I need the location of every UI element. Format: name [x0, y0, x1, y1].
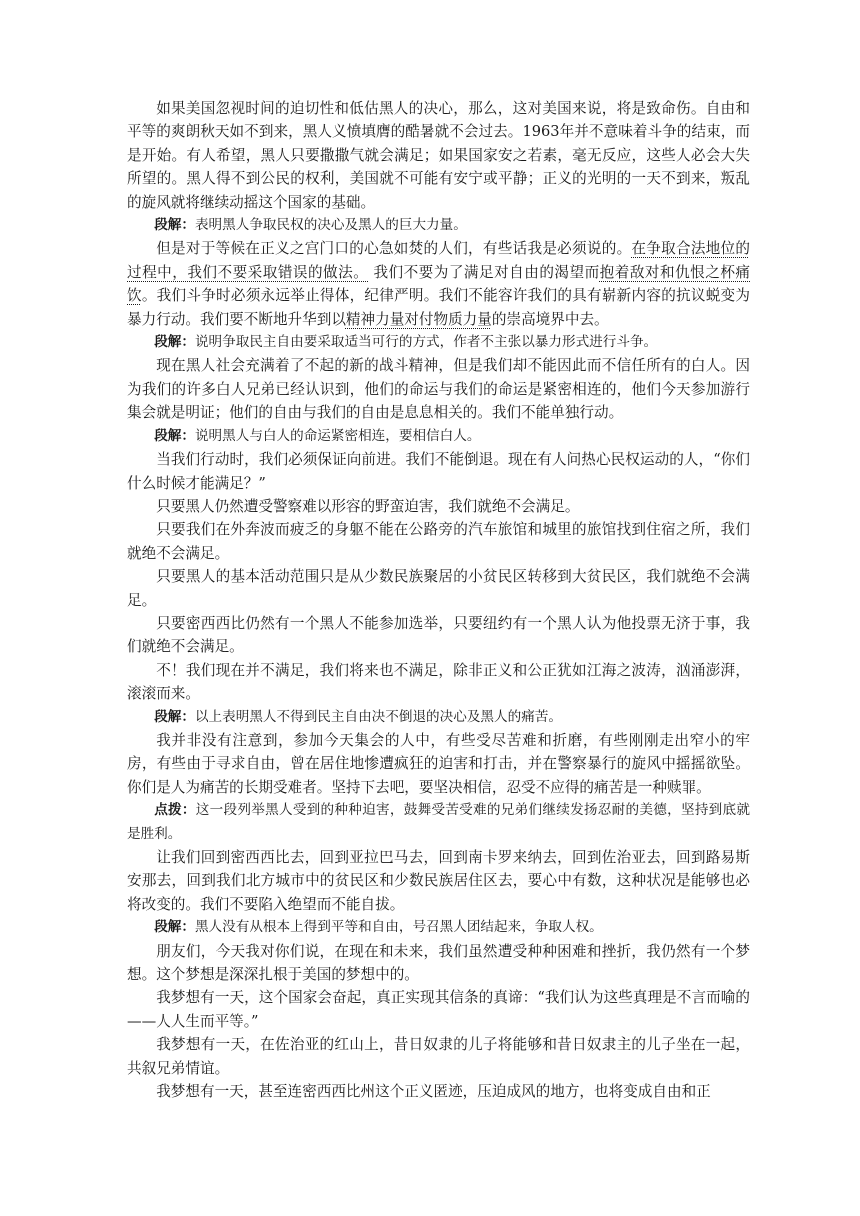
annotation-text: 说明争取民主自由要采取适当可行的方式，作者不主张以暴力形式进行斗争。: [194, 334, 658, 351]
annotation-text: 黑人没有从根本上得到平等和自由，号召黑人团结起来，争取人权。: [194, 919, 603, 936]
paragraph-8: 只要密西西比仍然有一个黑人不能参加选举，只要纽约有一个黑人认为他投票无济于事，我们就绝不会满足。: [127, 614, 750, 656]
annotation-2: [127, 331, 750, 354]
paragraph-10: 我并非没有注意到，参加今天集会的人中，有些受尽苦难和折磨，有些刚刚走出窄小的牢房，有些由于寻求自由，曾在居住地惨遭疯狂的迫害和打击，并在警察暴行的旋风中摇摇欲坠。你们是人为痛苦的长期受难者。坚持下去吧，要坚决相信，忍受不应得的痛苦是一种赎罪。: [127, 731, 750, 796]
annotation-text: 说明黑人与白人的命运紧密相连，要相信白人。: [194, 427, 481, 444]
annotation-label: 段解：: [154, 427, 195, 444]
annotation-label: 段解：: [154, 919, 195, 936]
paragraph-2-part: 我们不要为了满足对自由的渴望而: [368, 263, 600, 281]
annotation-5: [127, 799, 750, 846]
paragraph-11: 让我们回到密西西比去，回到亚拉巴马去，回到南卡罗来纳去，回到佐治亚去，回到路易斯安那去，回到我们北方城市中的贫民区和少数民族居住区去，要心中有数，这种状况是能够也必将改变的。我们不要陷入绝望而不能自拔。: [127, 849, 750, 913]
annotation-1: [127, 214, 750, 237]
paragraph-2-part: 但是对于等候在正义之宫门口的心急如焚的人们，有些话我是必须说的。: [156, 240, 632, 258]
paragraph-6: 只要我们在外奔波而疲乏的身躯不能在公路旁的汽车旅馆和城里的旅馆找到住宿之所，我们就绝不会满足。: [127, 521, 750, 562]
paragraph-4: 当我们行动时，我们必须保证向前进。我们不能倒退。现在有人问热心民权运动的人，“你们什么时候才能满足？”: [127, 451, 750, 492]
annotation-text: 这一段列举黑人受到的种种迫害，鼓舞受苦受难的兄弟们继续发扬忍耐的美德，坚持到底就是胜利。: [127, 802, 751, 842]
paragraph-3: 现在黑人社会充满着了不起的新的战斗精神，但是我们却不能因此而不信任所有的白人。因为我们的许多白人兄弟已经认识到，他们的命运与我们的命运是紧密相连的，他们今天参加游行集会就是明证；他们的自由与我们的自由是息息相关的。我们不能单独行动。: [127, 357, 750, 422]
annotation-4: [127, 706, 750, 729]
paragraph-14: 我梦想有一天，在佐治亚的红山上，昔日奴隶的儿子将能够和昔日奴隶主的儿子坐在一起，共叙兄弟情谊。: [127, 1036, 750, 1077]
annotation-label: 段解：: [154, 217, 195, 234]
paragraph-15: 我梦想有一天，甚至连密西西比州这个正义匿迹，压迫成风的地方，也将变成自由和正: [156, 1083, 711, 1101]
paragraph-12: 朋友们，今天我对你们说，在现在和未来，我们虽然遭受种种困难和挫折，我仍然有一个梦想。这个梦想是深深扎根于美国的梦想中的。: [127, 942, 750, 984]
paragraph-13: 我梦想有一天，这个国家会奋起，真正实现其信条的真谛：“我们认为这些真理是不言而喻的——人人生而平等。”: [127, 989, 750, 1030]
annotation-text: 表明黑人争取民权的决心及黑人的巨大力量。: [194, 217, 467, 234]
annotation-text: 以上表明黑人不得到民主自由决不倒退的决心及黑人的痛苦。: [194, 708, 562, 725]
annotation-label: 段解：: [154, 334, 195, 351]
paragraph-2: [127, 237, 750, 331]
annotation-label: 点拨：: [154, 802, 196, 819]
annotation-3: [127, 425, 750, 448]
paragraph-9: 不！我们现在并不满足，我们将来也不满足，除非正义和公正犹如江海之波涛，汹涌澎湃，滚滚而来。: [127, 661, 750, 703]
paragraph-2-part: 的崇高境界中去。: [491, 310, 609, 328]
emphasized-text: 在争取合法地位的过程中，我们不要采取错误的做法。: [127, 240, 750, 281]
annotation-6: [127, 916, 750, 939]
emphasized-text: 精神力量对付物质力量: [345, 310, 492, 328]
paragraph-5: 只要黑人仍然遭受警察难以形容的野蛮迫害，我们就绝不会满足。: [156, 497, 580, 515]
emphasized-text: 抱着敌对和仇恨之杯痛饮: [127, 263, 750, 305]
paragraph-1: 如果美国忽视时间的迫切性和低估黑人的决心，那么，这对美国来说，将是致命伤。自由和平等的爽朗秋天如不到来，黑人义愤填膺的酷暑就不会过去。1963年并不意味着斗争的结束，而是开始。有人希望，黑人只要撒撒气就会满足；如果国家安之若素，毫无反应，这些人必会大失所望的。黑人得不到公民的权利，美国就不可能有安宁或平静；正义的光明的一天不到来，叛乱的旋风就将继续动摇这个国家的基础。: [127, 100, 750, 211]
paragraph-7: 只要黑人的基本活动范围只是从少数民族聚居的小贫民区转移到大贫民区，我们就绝不会满足。: [127, 568, 750, 609]
annotation-label: 段解：: [154, 708, 195, 725]
paragraph-2-part: 。我们斗争时必须永远举止得体，纪律严明。我们不能容许我们的具有崭新内容的抗议蜕变为暴力行动。我们要不断地升华到以: [127, 287, 750, 328]
